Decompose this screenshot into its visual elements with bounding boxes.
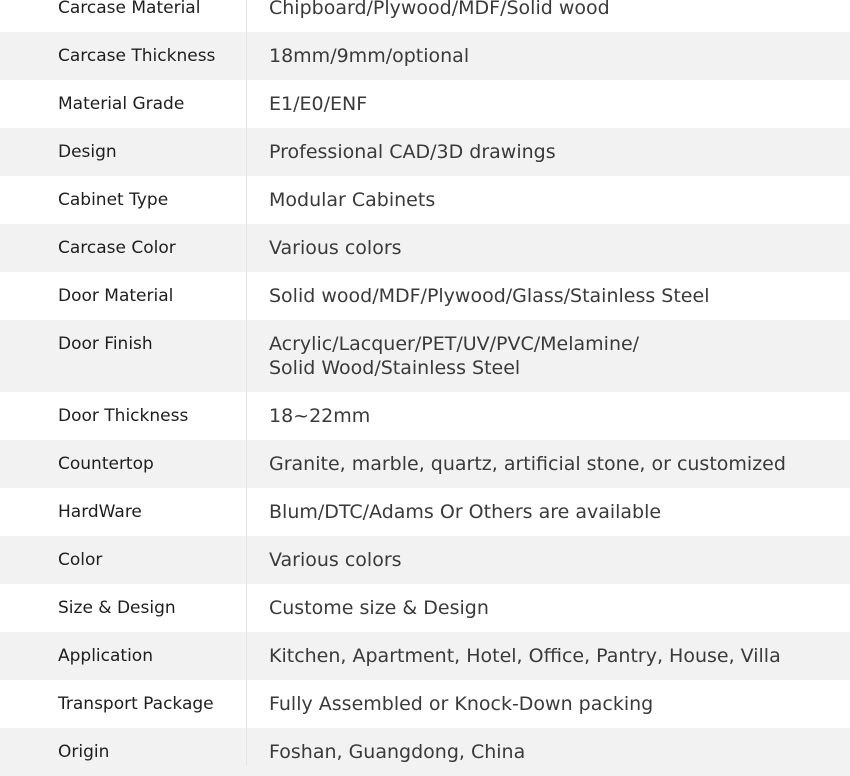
- row-label: Door Finish: [58, 334, 153, 354]
- row-label: Countertop: [58, 454, 154, 474]
- row-label: Door Material: [58, 286, 174, 306]
- row-value: Fully Assembled or Knock-Down packing: [269, 693, 654, 715]
- row-value: 18~22mm: [269, 405, 371, 427]
- row-value: 18mm/9mm/optional: [269, 45, 470, 67]
- table-row-application: [0, 632, 850, 680]
- row-value: Various colors: [269, 237, 402, 259]
- table-row-material-grade: [0, 80, 850, 128]
- row-label: Carcase Color: [58, 238, 176, 258]
- row-label: Cabinet Type: [58, 190, 169, 210]
- table-row-door-finish: [0, 320, 850, 392]
- table-row-design: [0, 128, 850, 176]
- row-value: Modular Cabinets: [269, 189, 436, 211]
- table-row-cabinet-type: [0, 176, 850, 224]
- table-row-carcase-thickness: [0, 32, 850, 80]
- row-value: Various colors: [269, 549, 402, 571]
- row-label: Origin: [58, 742, 110, 762]
- table-row-door-thickness: [0, 392, 850, 440]
- row-value: Solid wood/MDF/Plywood/Glass/Stainless Steel: [269, 285, 710, 307]
- column-divider: [246, 0, 247, 765]
- row-value: Chipboard/Plywood/MDF/Solid wood: [269, 0, 610, 19]
- row-label: Design: [58, 142, 117, 162]
- table-row-origin: [0, 728, 850, 776]
- row-label: Material Grade: [58, 94, 185, 114]
- row-label: Carcase Material: [58, 0, 201, 18]
- row-value: E1/E0/ENF: [269, 93, 368, 115]
- row-label: Color: [58, 550, 103, 570]
- row-value: Blum/DTC/Adams Or Others are available: [269, 501, 662, 523]
- row-label: Door Thickness: [58, 406, 189, 426]
- table-row-carcase-color: [0, 224, 850, 272]
- table-row-color: [0, 536, 850, 584]
- row-label: Carcase Thickness: [58, 46, 216, 66]
- row-label: Transport Package: [58, 694, 214, 714]
- row-value: Custome size & Design: [269, 597, 489, 619]
- row-label: Application: [58, 646, 153, 666]
- row-label: Size & Design: [58, 598, 176, 618]
- table-row-carcase-material: [0, 0, 850, 32]
- row-value: Foshan, Guangdong, China: [269, 741, 526, 763]
- table-row-size-design: [0, 584, 850, 632]
- row-value: Acrylic/Lacquer/PET/UV/PVC/Melamine/ Solid Wood/Stainless Steel: [269, 333, 640, 379]
- table-row-hardware: [0, 488, 850, 536]
- row-value: Granite, marble, quartz, artificial stone, or customized: [269, 453, 786, 475]
- table-row-door-material: [0, 272, 850, 320]
- row-value: Kitchen, Apartment, Hotel, Office, Pantry, House, Villa: [269, 645, 781, 667]
- table-row-countertop: [0, 440, 850, 488]
- row-label: HardWare: [58, 502, 142, 522]
- row-value: Professional CAD/3D drawings: [269, 141, 556, 163]
- table-row-transport-package: [0, 680, 850, 728]
